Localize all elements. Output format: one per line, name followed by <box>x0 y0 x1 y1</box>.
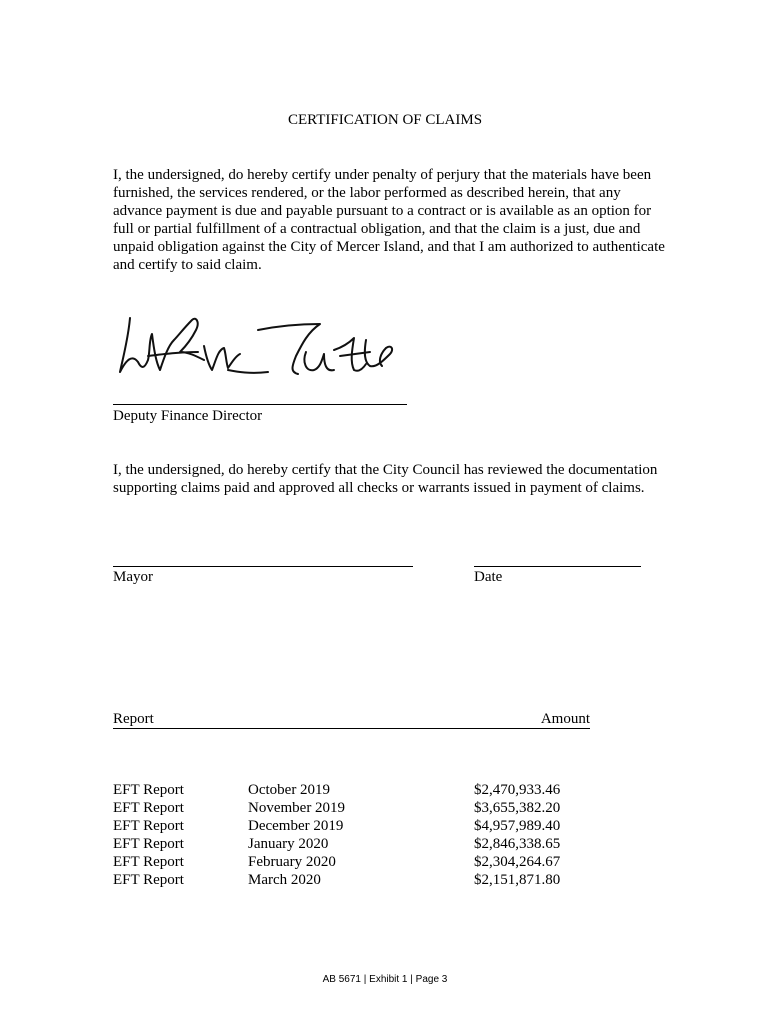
amount-cell: $3,655,382.20 <box>474 800 561 816</box>
period-cell: December 2019 <box>248 818 344 834</box>
table-row <box>0 782 770 800</box>
table-row <box>0 800 770 818</box>
signature-line <box>113 404 407 405</box>
certification-paragraph: I, the undersigned, do hereby certify under penalty of perjury that the materials have been furnished, the services rendered, or the labor performed as described herein, that any advance payment is due and payable pursuant to a contract or is available as an option for full or partial fulfillment of a contractual obligation, and that the claim is a just, due and unpaid obligation against the City of Mercer Island, and that I am authorized to authenticate and certify to said claim. <box>113 167 665 273</box>
council-certification-paragraph: I, the undersigned, do hereby certify that the City Council has reviewed the documentation supporting claims paid and approved all checks or warrants issued in payment of claims. <box>113 462 658 496</box>
report-cell: EFT Report <box>113 800 184 816</box>
table-row <box>0 872 770 890</box>
report-table-body <box>0 782 770 892</box>
mayor-signature-line <box>113 566 413 567</box>
table-row <box>0 836 770 854</box>
signer-title: Deputy Finance Director <box>113 408 263 424</box>
table-row <box>0 818 770 836</box>
report-cell: EFT Report <box>113 854 184 870</box>
report-cell: EFT Report <box>113 872 184 888</box>
period-cell: November 2019 <box>248 800 346 816</box>
date-line <box>474 566 641 567</box>
period-cell: January 2020 <box>248 836 329 852</box>
report-cell: EFT Report <box>113 836 184 852</box>
document-title: CERTIFICATION OF CLAIMS <box>287 112 483 128</box>
amount-cell: $2,151,871.80 <box>474 872 561 888</box>
amount-cell: $2,304,264.67 <box>474 854 561 870</box>
period-cell: October 2019 <box>248 782 331 798</box>
handwritten-signature <box>108 300 408 400</box>
report-table-header <box>113 711 590 729</box>
amount-column-header: Amount <box>540 711 590 727</box>
period-cell: February 2020 <box>248 854 336 870</box>
mayor-label: Mayor <box>113 569 153 585</box>
report-cell: EFT Report <box>113 782 184 798</box>
report-column-header: Report <box>113 711 154 727</box>
report-cell: EFT Report <box>113 818 184 834</box>
period-cell: March 2020 <box>248 872 321 888</box>
amount-cell: $2,846,338.65 <box>474 836 561 852</box>
date-label: Date <box>474 569 503 585</box>
table-row <box>0 854 770 872</box>
page-footer: AB 5671 | Exhibit 1 | Page 3 <box>322 974 448 985</box>
amount-cell: $2,470,933.46 <box>474 782 561 798</box>
amount-cell: $4,957,989.40 <box>474 818 561 834</box>
